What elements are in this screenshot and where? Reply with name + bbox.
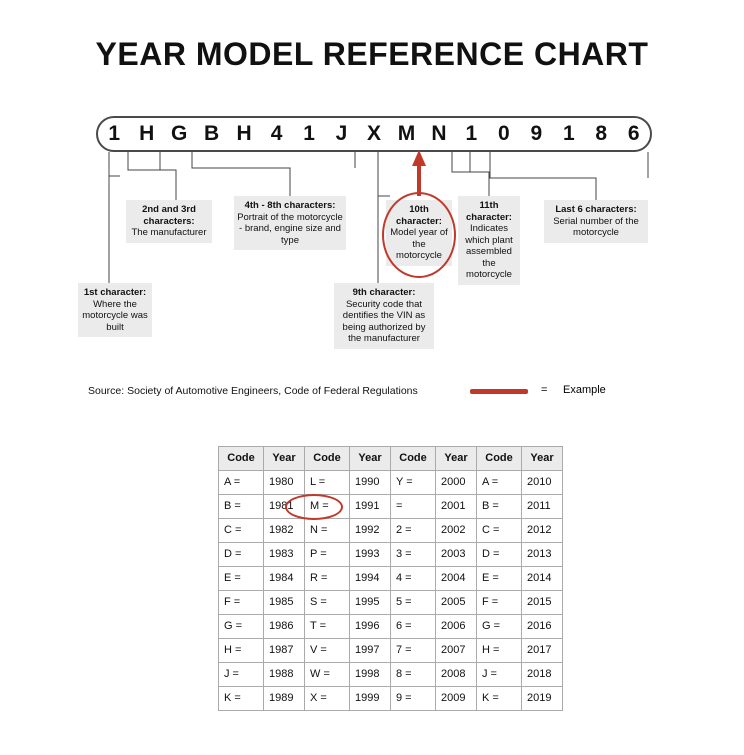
year-cell: 2011 (522, 495, 563, 519)
table-row (219, 615, 563, 639)
code-cell: J = (477, 663, 522, 687)
year-code-table-wrapper (218, 446, 563, 711)
vin-capsule (96, 116, 652, 152)
year-cell: 1981 (264, 495, 305, 519)
code-cell: 8 = (391, 663, 436, 687)
year-cell: 2010 (522, 471, 563, 495)
code-cell: X = (305, 687, 350, 711)
callout-body: Indicates which plant assembled the motorcycle (465, 223, 513, 280)
table-row (219, 519, 563, 543)
table-row (219, 687, 563, 711)
year-cell: 2009 (436, 687, 477, 711)
year-cell: 2002 (436, 519, 477, 543)
callout-1st-character (78, 283, 152, 337)
vin-char-model-year: M (397, 122, 416, 145)
code-cell: E = (219, 567, 264, 591)
code-cell: V = (305, 639, 350, 663)
code-cell: G = (477, 615, 522, 639)
callout-11th-character (458, 196, 520, 285)
year-cell: 1994 (350, 567, 391, 591)
year-cell: 2012 (522, 519, 563, 543)
code-cell: A = (477, 471, 522, 495)
vin-char: N (431, 122, 447, 145)
year-cell: 2018 (522, 663, 563, 687)
code-cell: P = (305, 543, 350, 567)
callout-4th-8th-characters (234, 196, 346, 250)
code-cell: 5 = (391, 591, 436, 615)
vin-char: 1 (108, 122, 121, 145)
callout-heading: 11th character: (466, 200, 512, 223)
table-row (219, 543, 563, 567)
year-cell: 2003 (436, 543, 477, 567)
year-cell: 1997 (350, 639, 391, 663)
callout-heading: Last 6 characters: (555, 204, 637, 215)
year-cell: 2014 (522, 567, 563, 591)
code-cell: R = (305, 567, 350, 591)
code-cell: Y = (391, 471, 436, 495)
callout-heading: 10th character: (396, 204, 442, 227)
callout-body: Serial number of the motorcycle (553, 215, 639, 238)
vin-char: 8 (595, 122, 608, 145)
code-cell: 9 = (391, 687, 436, 711)
year-cell: 2008 (436, 663, 477, 687)
year-cell: 2013 (522, 543, 563, 567)
vin-char: 1 (303, 122, 315, 145)
code-cell-highlighted: M = (305, 495, 350, 519)
table-row (219, 495, 563, 519)
code-cell: 6 = (391, 615, 436, 639)
table-row (219, 471, 563, 495)
year-cell: 1990 (350, 471, 391, 495)
year-cell: 1999 (350, 687, 391, 711)
vin-char: H (139, 122, 155, 145)
year-cell: 2005 (436, 591, 477, 615)
callout-2nd-3rd-characters (126, 200, 212, 243)
callout-body: Model year of the motorcycle (390, 227, 448, 261)
year-cell: 1983 (264, 543, 305, 567)
code-cell: = (391, 495, 436, 519)
column-header: Year (350, 447, 391, 471)
vin-char: 9 (530, 122, 543, 145)
callout-body: The manufacturer (131, 227, 207, 238)
code-cell: T = (305, 615, 350, 639)
code-cell: 3 = (391, 543, 436, 567)
vin-char: H (236, 122, 252, 145)
year-cell: 1982 (264, 519, 305, 543)
callout-heading: 9th character: (352, 287, 416, 298)
year-code-table (218, 446, 563, 711)
code-cell: G = (219, 615, 264, 639)
code-cell: J = (219, 663, 264, 687)
year-cell: 1988 (264, 663, 305, 687)
column-header: Code (305, 447, 350, 471)
code-cell: 4 = (391, 567, 436, 591)
vin-char: 1 (465, 122, 478, 145)
year-cell: 2015 (522, 591, 563, 615)
callout-9th-character (334, 283, 434, 349)
code-cell: F = (219, 591, 264, 615)
year-cell: 2001 (436, 495, 477, 519)
year-cell-highlighted: 1991 (350, 495, 391, 519)
code-cell: L = (305, 471, 350, 495)
code-cell: 7 = (391, 639, 436, 663)
page-title: YEAR MODEL REFERENCE CHART (95, 36, 649, 72)
callout-heading: 4th - 8th characters: (244, 200, 336, 211)
callout-body: Security code that dentifies the VIN as being authorized by the manufacturer (342, 298, 426, 344)
example-dash-icon (470, 389, 528, 394)
year-cell: 1980 (264, 471, 305, 495)
table-row (219, 639, 563, 663)
legend-example-label: Example (563, 384, 606, 396)
column-header: Code (219, 447, 264, 471)
year-cell: 1992 (350, 519, 391, 543)
legend-equals: = (541, 384, 548, 396)
table-header-row (219, 447, 563, 471)
column-header: Year (264, 447, 305, 471)
year-cell: 1986 (264, 615, 305, 639)
year-cell: 2019 (522, 687, 563, 711)
year-cell: 1989 (264, 687, 305, 711)
code-cell: A = (219, 471, 264, 495)
code-cell: F = (477, 591, 522, 615)
code-cell: B = (477, 495, 522, 519)
code-cell: C = (219, 519, 264, 543)
code-cell: E = (477, 567, 522, 591)
vin-char: B (204, 122, 220, 145)
callout-body: Portrait of the motorcycle - brand, engine size and type (237, 211, 343, 246)
callout-body: Where the motorcycle was built (82, 298, 148, 333)
column-header: Code (391, 447, 436, 471)
source-note: Source: Society of Automotive Engineers, Code of Federal Regulations (88, 385, 418, 397)
year-cell: 2004 (436, 567, 477, 591)
highlight-circle-10th-character (382, 192, 456, 278)
vin-char: X (366, 122, 381, 145)
code-cell: D = (477, 543, 522, 567)
vin-char: 6 (627, 122, 640, 145)
year-cell: 1993 (350, 543, 391, 567)
year-cell: 2017 (522, 639, 563, 663)
year-cell: 1996 (350, 615, 391, 639)
year-cell: 1998 (350, 663, 391, 687)
callout-heading: 2nd and 3rd characters: (142, 204, 196, 227)
vin-char: G (171, 122, 188, 145)
year-cell: 1984 (264, 567, 305, 591)
vin-char: 1 (562, 122, 575, 145)
year-cell: 2000 (436, 471, 477, 495)
callout-heading: 1st character: (83, 287, 147, 298)
year-cell: 2016 (522, 615, 563, 639)
year-cell: 2006 (436, 615, 477, 639)
code-cell: C = (477, 519, 522, 543)
column-header: Code (477, 447, 522, 471)
code-cell: H = (477, 639, 522, 663)
vin-char: 0 (498, 122, 510, 145)
table-row (219, 591, 563, 615)
year-cell: 2007 (436, 639, 477, 663)
code-cell: N = (305, 519, 350, 543)
code-cell: K = (477, 687, 522, 711)
code-cell: D = (219, 543, 264, 567)
callout-last-6-characters (544, 200, 648, 243)
vin-char: J (335, 122, 348, 145)
table-row (219, 567, 563, 591)
year-cell: 1985 (264, 591, 305, 615)
code-cell: K = (219, 687, 264, 711)
code-cell: B = (219, 495, 264, 519)
column-header: Year (436, 447, 477, 471)
year-cell: 1987 (264, 639, 305, 663)
code-cell: 2 = (391, 519, 436, 543)
column-header: Year (522, 447, 563, 471)
code-cell: S = (305, 591, 350, 615)
code-cell: W = (305, 663, 350, 687)
model-year-arrow (412, 150, 426, 196)
code-cell: H = (219, 639, 264, 663)
vin-char: 4 (270, 122, 283, 145)
year-cell: 1995 (350, 591, 391, 615)
table-row (219, 663, 563, 687)
